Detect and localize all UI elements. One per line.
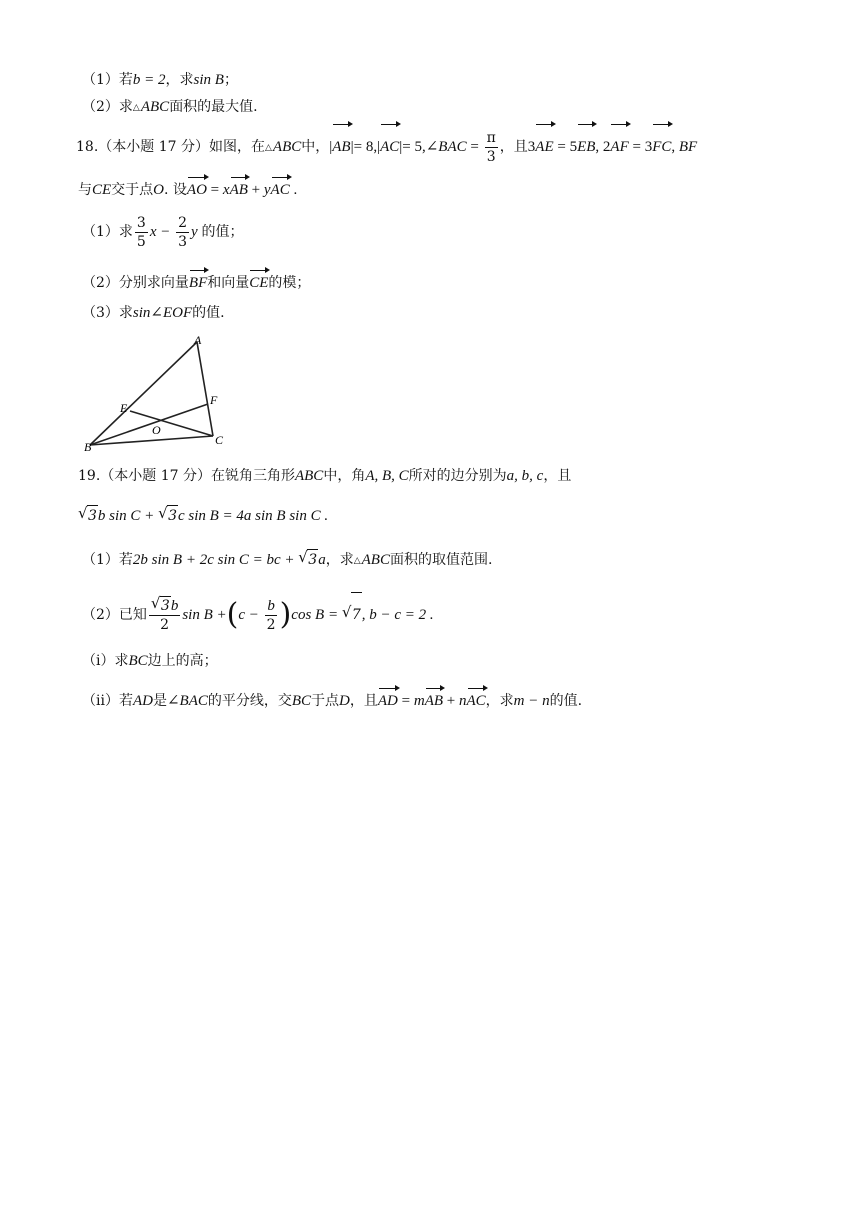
label-o: O	[152, 423, 161, 437]
label-f: F	[210, 393, 218, 407]
segment-bf	[90, 404, 208, 445]
label-b: B	[84, 440, 92, 454]
q18-part1: （1）求 $\frac{3}{5}$ x − $\frac{2}{3}$ y 的值；	[82, 214, 244, 250]
edge-bc	[90, 436, 213, 445]
q19-part2-i: （i）求BC边上的高；	[82, 653, 218, 669]
q18-part2: （2）分别求向量BF和向量CE的模；	[82, 270, 310, 293]
edge-ac	[197, 342, 213, 436]
edge-ba	[90, 342, 197, 445]
q17-part2: （2）求△ABC面积的最大值.	[82, 99, 258, 115]
label-a: A	[194, 333, 202, 347]
q17-part1: （1）若b = 2，求sin B；	[82, 72, 238, 88]
q19-part2-ii: （ii）若AD是∠BAC的平分线，交BC于点D，且AD = mAB + nAC，求m − n的值.	[82, 688, 582, 711]
q19-stem: 19.（本小题 17 分）在锐角三角形ABC中，角A, B, C所对的边分别为a, b, c，且	[78, 468, 572, 484]
angle-fraction: $\frac{\pi}{3}$	[486, 129, 496, 165]
triangle-figure	[80, 330, 240, 455]
q18-stem-line2: 与CE交于点O. 设AO = xAB + yAC .	[78, 177, 297, 200]
segment-ce	[130, 411, 213, 436]
q18-stem: 18.（本小题 17 分）如图，在△ABC中，|AB|= 8,|AC|= 5,∠BAC = $\frac{\pi}{3}$ ，且3AE = 5EB, 2AF = 3FC, BF	[76, 124, 697, 164]
vec-ac: AC	[380, 124, 399, 167]
label-c: C	[215, 433, 224, 447]
vec-ab: AB	[332, 124, 350, 167]
label-e: E	[120, 401, 128, 415]
q19-part1: （1）若2b sin B + 2c sin C = bc + √ 3a，求△ABC面积的取值范围.	[82, 549, 492, 571]
q19-part2: （2）已知 √ $\frac{3b}{2}$ sin B +(c − $\frac{b}{2}$ )cos B = √ 7, b − c = 2 .	[82, 592, 434, 636]
q19-equation: √ 3b sin C + √ 3c sin B = 4a sin B sin C .	[78, 505, 328, 526]
q18-part3: （3）求sin∠EOF的值.	[82, 305, 225, 321]
